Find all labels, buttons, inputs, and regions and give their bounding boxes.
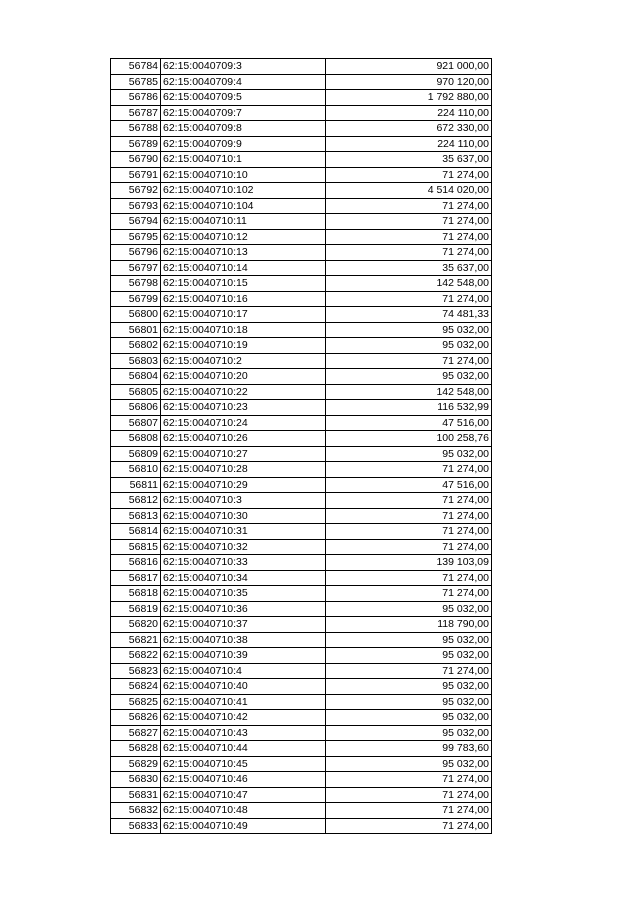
cadastral-number-cell: 62:15:0040710:11 [161,214,326,230]
cadastral-number-cell: 62:15:0040710:10 [161,167,326,183]
table-row [111,90,492,106]
cadastral-number-cell: 62:15:0040710:42 [161,710,326,726]
cadastral-number-cell: 62:15:0040710:12 [161,229,326,245]
table-row [111,772,492,788]
cadastral-number-cell: 62:15:0040710:1 [161,152,326,168]
table-row [111,648,492,664]
table-row [111,384,492,400]
row-number-cell: 56801 [111,322,161,338]
cadastral-number-cell: 62:15:0040710:24 [161,415,326,431]
cadastral-value-cell: 71 274,00 [326,586,492,602]
cadastral-number-cell: 62:15:0040710:22 [161,384,326,400]
cadastral-value-cell: 142 548,00 [326,276,492,292]
row-number-cell: 56817 [111,570,161,586]
cadastral-value-cell: 95 032,00 [326,446,492,462]
row-number-cell: 56798 [111,276,161,292]
cadastral-value-cell: 71 274,00 [326,198,492,214]
cadastral-value-cell: 970 120,00 [326,74,492,90]
row-number-cell: 56821 [111,632,161,648]
cadastral-number-cell: 62:15:0040710:32 [161,539,326,555]
table-row [111,229,492,245]
row-number-cell: 56820 [111,617,161,633]
table-row [111,818,492,834]
table-row [111,787,492,803]
cadastral-number-cell: 62:15:0040710:45 [161,756,326,772]
table-row [111,524,492,540]
cadastral-number-cell: 62:15:0040710:14 [161,260,326,276]
cadastral-value-cell: 47 516,00 [326,477,492,493]
cadastral-value-cell: 1 792 880,00 [326,90,492,106]
cadastral-value-cell: 71 274,00 [326,524,492,540]
row-number-cell: 56797 [111,260,161,276]
row-number-cell: 56824 [111,679,161,695]
table-row [111,276,492,292]
cadastral-value-cell: 71 274,00 [326,353,492,369]
cadastral-number-cell: 62:15:0040710:16 [161,291,326,307]
cadastral-number-cell: 62:15:0040709:5 [161,90,326,106]
cadastral-value-cell: 95 032,00 [326,322,492,338]
table-row [111,725,492,741]
cadastral-number-cell: 62:15:0040710:2 [161,353,326,369]
row-number-cell: 56826 [111,710,161,726]
cadastral-number-cell: 62:15:0040710:43 [161,725,326,741]
row-number-cell: 56814 [111,524,161,540]
cadastral-value-cell: 116 532,99 [326,400,492,416]
cadastral-number-cell: 62:15:0040710:27 [161,446,326,462]
row-number-cell: 56832 [111,803,161,819]
cadastral-number-cell: 62:15:0040710:104 [161,198,326,214]
table-row [111,152,492,168]
table-row [111,183,492,199]
table-row [111,508,492,524]
row-number-cell: 56822 [111,648,161,664]
row-number-cell: 56827 [111,725,161,741]
table-row [111,446,492,462]
table-row [111,601,492,617]
cadastral-value-cell: 35 637,00 [326,260,492,276]
cadastral-value-cell: 71 274,00 [326,508,492,524]
table-row [111,214,492,230]
cadastral-value-cell: 95 032,00 [326,679,492,695]
cadastral-number-cell: 62:15:0040709:9 [161,136,326,152]
row-number-cell: 56807 [111,415,161,431]
table-row [111,415,492,431]
cadastral-number-cell: 62:15:0040710:31 [161,524,326,540]
row-number-cell: 56808 [111,431,161,447]
cadastral-value-cell: 71 274,00 [326,663,492,679]
row-number-cell: 56802 [111,338,161,354]
row-number-cell: 56831 [111,787,161,803]
cadastral-number-cell: 62:15:0040710:49 [161,818,326,834]
cadastral-number-cell: 62:15:0040710:13 [161,245,326,261]
cadastral-value-cell: 224 110,00 [326,105,492,121]
cadastral-number-cell: 62:15:0040710:18 [161,322,326,338]
table-row [111,198,492,214]
table-row [111,338,492,354]
row-number-cell: 56794 [111,214,161,230]
cadastral-value-cell: 95 032,00 [326,338,492,354]
table-row [111,586,492,602]
cadastral-value-cell: 71 274,00 [326,167,492,183]
cadastral-value-cell: 71 274,00 [326,570,492,586]
row-number-cell: 56816 [111,555,161,571]
row-number-cell: 56830 [111,772,161,788]
table-row [111,663,492,679]
cadastral-value-cell: 95 032,00 [326,369,492,385]
cadastral-value-cell: 71 274,00 [326,772,492,788]
cadastral-value-cell: 921 000,00 [326,59,492,75]
cadastral-value-cell: 47 516,00 [326,415,492,431]
cadastral-value-cell: 142 548,00 [326,384,492,400]
row-number-cell: 56785 [111,74,161,90]
cadastral-number-cell: 62:15:0040709:7 [161,105,326,121]
row-number-cell: 56787 [111,105,161,121]
cadastral-number-cell: 62:15:0040710:33 [161,555,326,571]
cadastral-number-cell: 62:15:0040710:20 [161,369,326,385]
cadastral-value-cell: 100 258,76 [326,431,492,447]
cadastral-value-cell: 95 032,00 [326,648,492,664]
cadastral-value-cell: 71 274,00 [326,818,492,834]
row-number-cell: 56829 [111,756,161,772]
cadastral-number-cell: 62:15:0040710:48 [161,803,326,819]
table-row [111,353,492,369]
cadastral-value-cell: 95 032,00 [326,601,492,617]
row-number-cell: 56789 [111,136,161,152]
row-number-cell: 56810 [111,462,161,478]
cadastral-number-cell: 62:15:0040710:38 [161,632,326,648]
cadastral-value-cell: 4 514 020,00 [326,183,492,199]
cadastre-value-table [110,58,492,834]
cadastral-number-cell: 62:15:0040710:46 [161,772,326,788]
cadastral-number-cell: 62:15:0040709:3 [161,59,326,75]
cadastral-number-cell: 62:15:0040710:44 [161,741,326,757]
cadastral-number-cell: 62:15:0040710:23 [161,400,326,416]
cadastral-value-cell: 224 110,00 [326,136,492,152]
table-row [111,555,492,571]
cadastral-value-cell: 71 274,00 [326,539,492,555]
table-row [111,617,492,633]
table-row [111,803,492,819]
table-row [111,632,492,648]
cadastral-number-cell: 62:15:0040710:40 [161,679,326,695]
cadastral-number-cell: 62:15:0040710:30 [161,508,326,524]
table-row [111,59,492,75]
cadastral-number-cell: 62:15:0040710:36 [161,601,326,617]
row-number-cell: 56804 [111,369,161,385]
table-row [111,679,492,695]
table-row [111,307,492,323]
table-row [111,710,492,726]
cadastral-value-cell: 35 637,00 [326,152,492,168]
table-row [111,462,492,478]
row-number-cell: 56818 [111,586,161,602]
cadastral-value-cell: 118 790,00 [326,617,492,633]
cadastral-number-cell: 62:15:0040710:102 [161,183,326,199]
table-row [111,322,492,338]
row-number-cell: 56806 [111,400,161,416]
table-row [111,493,492,509]
row-number-cell: 56784 [111,59,161,75]
cadastral-value-cell: 71 274,00 [326,493,492,509]
row-number-cell: 56813 [111,508,161,524]
row-number-cell: 56815 [111,539,161,555]
cadastral-value-cell: 95 032,00 [326,632,492,648]
cadastral-number-cell: 62:15:0040710:41 [161,694,326,710]
table-row [111,105,492,121]
cadastral-number-cell: 62:15:0040710:19 [161,338,326,354]
row-number-cell: 56805 [111,384,161,400]
cadastral-value-cell: 672 330,00 [326,121,492,137]
cadastral-value-cell: 71 274,00 [326,291,492,307]
table-row [111,167,492,183]
cadastral-number-cell: 62:15:0040710:39 [161,648,326,664]
cadastral-number-cell: 62:15:0040710:28 [161,462,326,478]
cadastral-value-cell: 95 032,00 [326,694,492,710]
cadastral-value-cell: 71 274,00 [326,462,492,478]
table-row [111,260,492,276]
row-number-cell: 56823 [111,663,161,679]
cadastral-value-cell: 95 032,00 [326,756,492,772]
cadastral-value-cell: 71 274,00 [326,803,492,819]
cadastral-value-cell: 95 032,00 [326,710,492,726]
row-number-cell: 56793 [111,198,161,214]
cadastral-value-cell: 71 274,00 [326,787,492,803]
cadastral-number-cell: 62:15:0040710:34 [161,570,326,586]
row-number-cell: 56788 [111,121,161,137]
row-number-cell: 56809 [111,446,161,462]
row-number-cell: 56833 [111,818,161,834]
cadastral-value-cell: 71 274,00 [326,214,492,230]
row-number-cell: 56800 [111,307,161,323]
row-number-cell: 56796 [111,245,161,261]
cadastral-value-cell: 71 274,00 [326,229,492,245]
cadastral-value-cell: 95 032,00 [326,725,492,741]
table-row [111,136,492,152]
cadastral-value-cell: 74 481,33 [326,307,492,323]
row-number-cell: 56819 [111,601,161,617]
table-row [111,741,492,757]
row-number-cell: 56825 [111,694,161,710]
table-row [111,400,492,416]
row-number-cell: 56786 [111,90,161,106]
row-number-cell: 56791 [111,167,161,183]
cadastral-number-cell: 62:15:0040710:47 [161,787,326,803]
row-number-cell: 56812 [111,493,161,509]
cadastral-number-cell: 62:15:0040710:35 [161,586,326,602]
cadastral-value-cell: 71 274,00 [326,245,492,261]
cadastral-number-cell: 62:15:0040710:15 [161,276,326,292]
table-row [111,369,492,385]
row-number-cell: 56811 [111,477,161,493]
table-row [111,539,492,555]
row-number-cell: 56803 [111,353,161,369]
cadastral-number-cell: 62:15:0040709:8 [161,121,326,137]
cadastral-number-cell: 62:15:0040710:37 [161,617,326,633]
cadastral-number-cell: 62:15:0040710:4 [161,663,326,679]
cadastral-value-cell: 139 103,09 [326,555,492,571]
table-row [111,756,492,772]
row-number-cell: 56790 [111,152,161,168]
table-row [111,570,492,586]
table-row [111,431,492,447]
cadastral-number-cell: 62:15:0040710:17 [161,307,326,323]
cadastral-number-cell: 62:15:0040710:3 [161,493,326,509]
cadastral-number-cell: 62:15:0040710:26 [161,431,326,447]
table-row [111,291,492,307]
table-row [111,245,492,261]
table-row [111,74,492,90]
row-number-cell: 56792 [111,183,161,199]
row-number-cell: 56795 [111,229,161,245]
cadastral-value-cell: 99 783,60 [326,741,492,757]
table-row [111,694,492,710]
cadastral-number-cell: 62:15:0040710:29 [161,477,326,493]
row-number-cell: 56799 [111,291,161,307]
table-body [111,59,492,834]
cadastral-number-cell: 62:15:0040709:4 [161,74,326,90]
table-row [111,121,492,137]
table-row [111,477,492,493]
row-number-cell: 56828 [111,741,161,757]
